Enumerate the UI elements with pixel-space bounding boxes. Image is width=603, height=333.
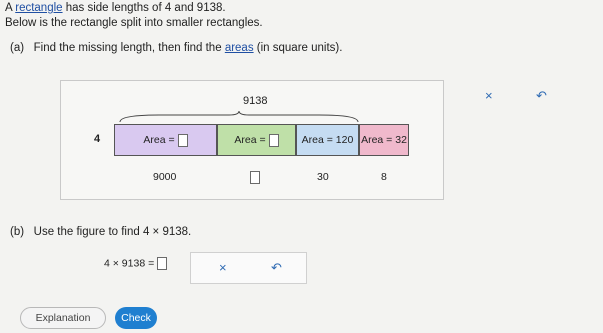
- area-cell-4: Area = 32: [359, 124, 409, 156]
- rectangle-link[interactable]: rectangle: [15, 2, 63, 14]
- bottom-length-3: 30: [317, 171, 329, 183]
- part-b-tools: [190, 252, 307, 284]
- missing-length-input[interactable]: [250, 171, 260, 184]
- top-length-label: 9138: [243, 95, 268, 107]
- top-brace: [119, 111, 359, 123]
- product-input[interactable]: [157, 257, 167, 270]
- area-cell-2: Area =: [217, 124, 296, 156]
- side-length-label: 4: [94, 133, 101, 145]
- part-a-prompt: (a) Find the missing length, then find the areas (in square units).: [10, 42, 343, 54]
- problem-line-1: A rectangle has side lengths of 4 and 9138.: [5, 2, 226, 14]
- explanation-button[interactable]: Explanation: [20, 307, 106, 329]
- area-cell-1: Area =: [114, 124, 217, 156]
- undo-icon[interactable]: ↶: [271, 260, 282, 275]
- figure-panel: [60, 80, 444, 200]
- problem-line-2: Below is the rectangle split into smaller rectangles.: [5, 17, 263, 29]
- bottom-length-4: 8: [381, 171, 387, 183]
- equation: 4 × 9138 =: [104, 257, 167, 270]
- bottom-length-1: 9000: [153, 171, 177, 183]
- clear-icon[interactable]: ×: [219, 260, 227, 275]
- area-cell-3: Area = 120: [296, 124, 359, 156]
- part-b-prompt: (b) Use the figure to find 4 × 9138.: [10, 226, 192, 238]
- check-button[interactable]: Check: [115, 307, 157, 329]
- clear-icon[interactable]: ×: [485, 88, 493, 103]
- area-1-input[interactable]: [178, 134, 188, 147]
- areas-link[interactable]: areas: [224, 42, 254, 54]
- area-2-input[interactable]: [269, 134, 279, 147]
- undo-icon[interactable]: ↶: [536, 88, 547, 103]
